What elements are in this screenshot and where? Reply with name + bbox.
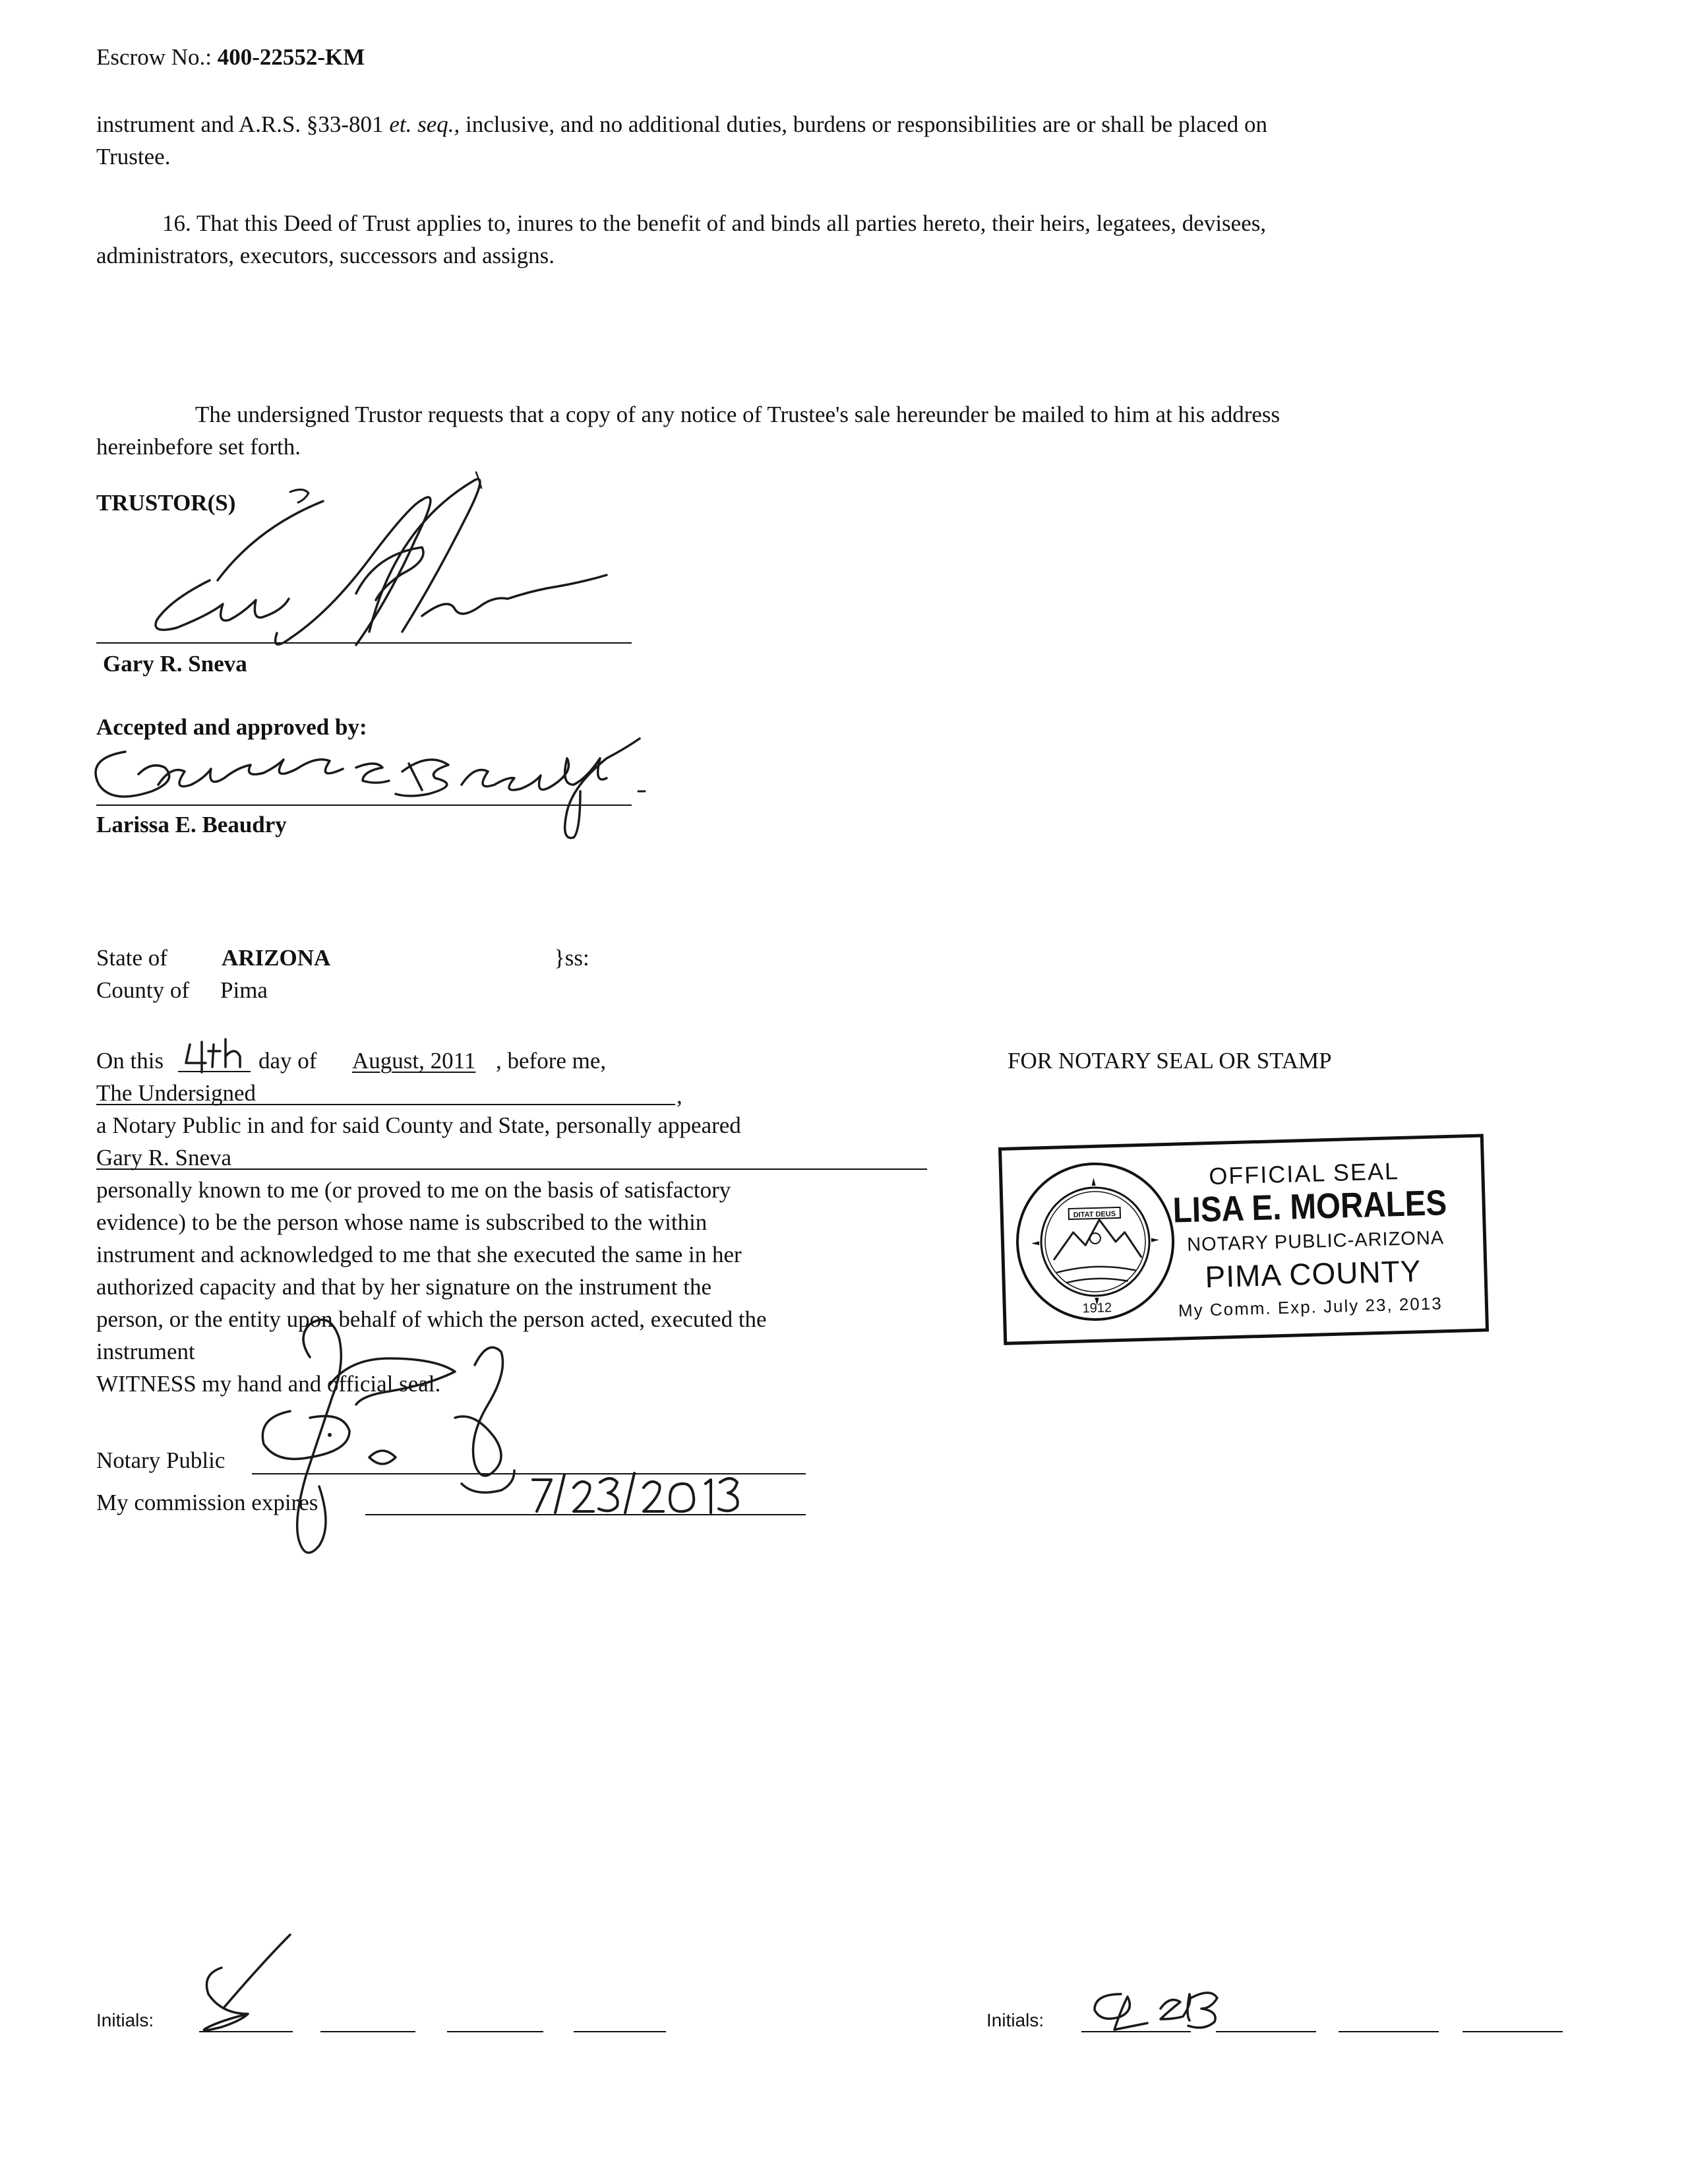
trustor-heading: TRUSTOR(S) [96,490,236,516]
day-of-label: day of [258,1048,317,1074]
county-value: Pima [220,977,268,1003]
commission-label: My commission expires [96,1490,318,1515]
notice-request-line2: hereinbefore set forth. [96,434,301,460]
ack-body-line-4: authorized capacity and that by her signature on the instrument the [96,1274,712,1300]
paragraph-16-line2: administrators, executors, successors and assigns. [96,243,555,268]
acceptance-heading: Accepted and approved by: [96,714,367,740]
escrow-number: 400-22552-KM [217,44,365,70]
seal-motto: DITAT DEUS [1073,1210,1116,1219]
paragraph-15-line1: instrument and A.R.S. §33-801 et. seq., inclusive, and no additional duties, burdens or responsibilities are or shall be placed on [96,111,1267,137]
paragraph-15-line2: Trustee. [96,144,171,169]
officer-name: The Undersigned [96,1080,256,1106]
stamp-county: PIMA COUNTY [1204,1254,1422,1294]
ss-marker: }ss: [554,945,589,971]
notary-line: a Notary Public in and for said County and State, personally appeared [96,1112,741,1138]
escrow-label: Escrow No.: [96,44,212,70]
state-value: ARIZONA [222,945,331,971]
state-label: State of [96,945,167,971]
notice-request-line1: The undersigned Trustor requests that a copy of any notice of Trustee's sale hereunder be mailed to him at his address [195,402,1281,427]
witness-line: WITNESS my hand and official seal. [96,1371,441,1397]
seal-year: 1912 [1082,1300,1112,1316]
trustor-name: Gary R. Sneva [103,651,247,677]
initials-left-label: Initials: [96,2010,154,2030]
county-label: County of [96,977,189,1003]
appeared-name: Gary R. Sneva [96,1145,232,1170]
paragraph-16-line1: 16. That this Deed of Trust applies to, inures to the benefit of and binds all parties hereto, their heirs, legatees, devisees, [162,210,1267,236]
instrument-word: instrument [96,1339,195,1364]
month-year: August, 2011 [352,1048,476,1074]
ack-body-line-2: evidence) to be the person whose name is subscribed to the within [96,1209,708,1235]
ack-body-line-3: instrument and acknowledged to me that she executed the same in her [96,1242,742,1267]
stamp-title: OFFICIAL SEAL [1208,1157,1400,1190]
on-this-label: On this [96,1048,164,1074]
initials-right-label: Initials: [986,2010,1044,2030]
ack-body-line-5: person, or the entity upon behalf of which the person acted, executed the [96,1306,767,1332]
officer-comma: , [677,1083,682,1108]
stamp-notary-name: LISA E. MORALES [1172,1183,1447,1230]
before-me: , before me, [496,1048,607,1074]
notary-public-label: Notary Public [96,1447,226,1473]
stamp-expiry: My Comm. Exp. July 23, 2013 [1178,1293,1443,1321]
acceptance-name: Larissa E. Beaudry [96,812,287,837]
ack-body-line-1: personally known to me (or proved to me on the basis of satisfactory [96,1177,731,1203]
notary-seal-label: FOR NOTARY SEAL OR STAMP [1008,1048,1332,1074]
stamp-subtitle: NOTARY PUBLIC-ARIZONA [1186,1227,1445,1256]
